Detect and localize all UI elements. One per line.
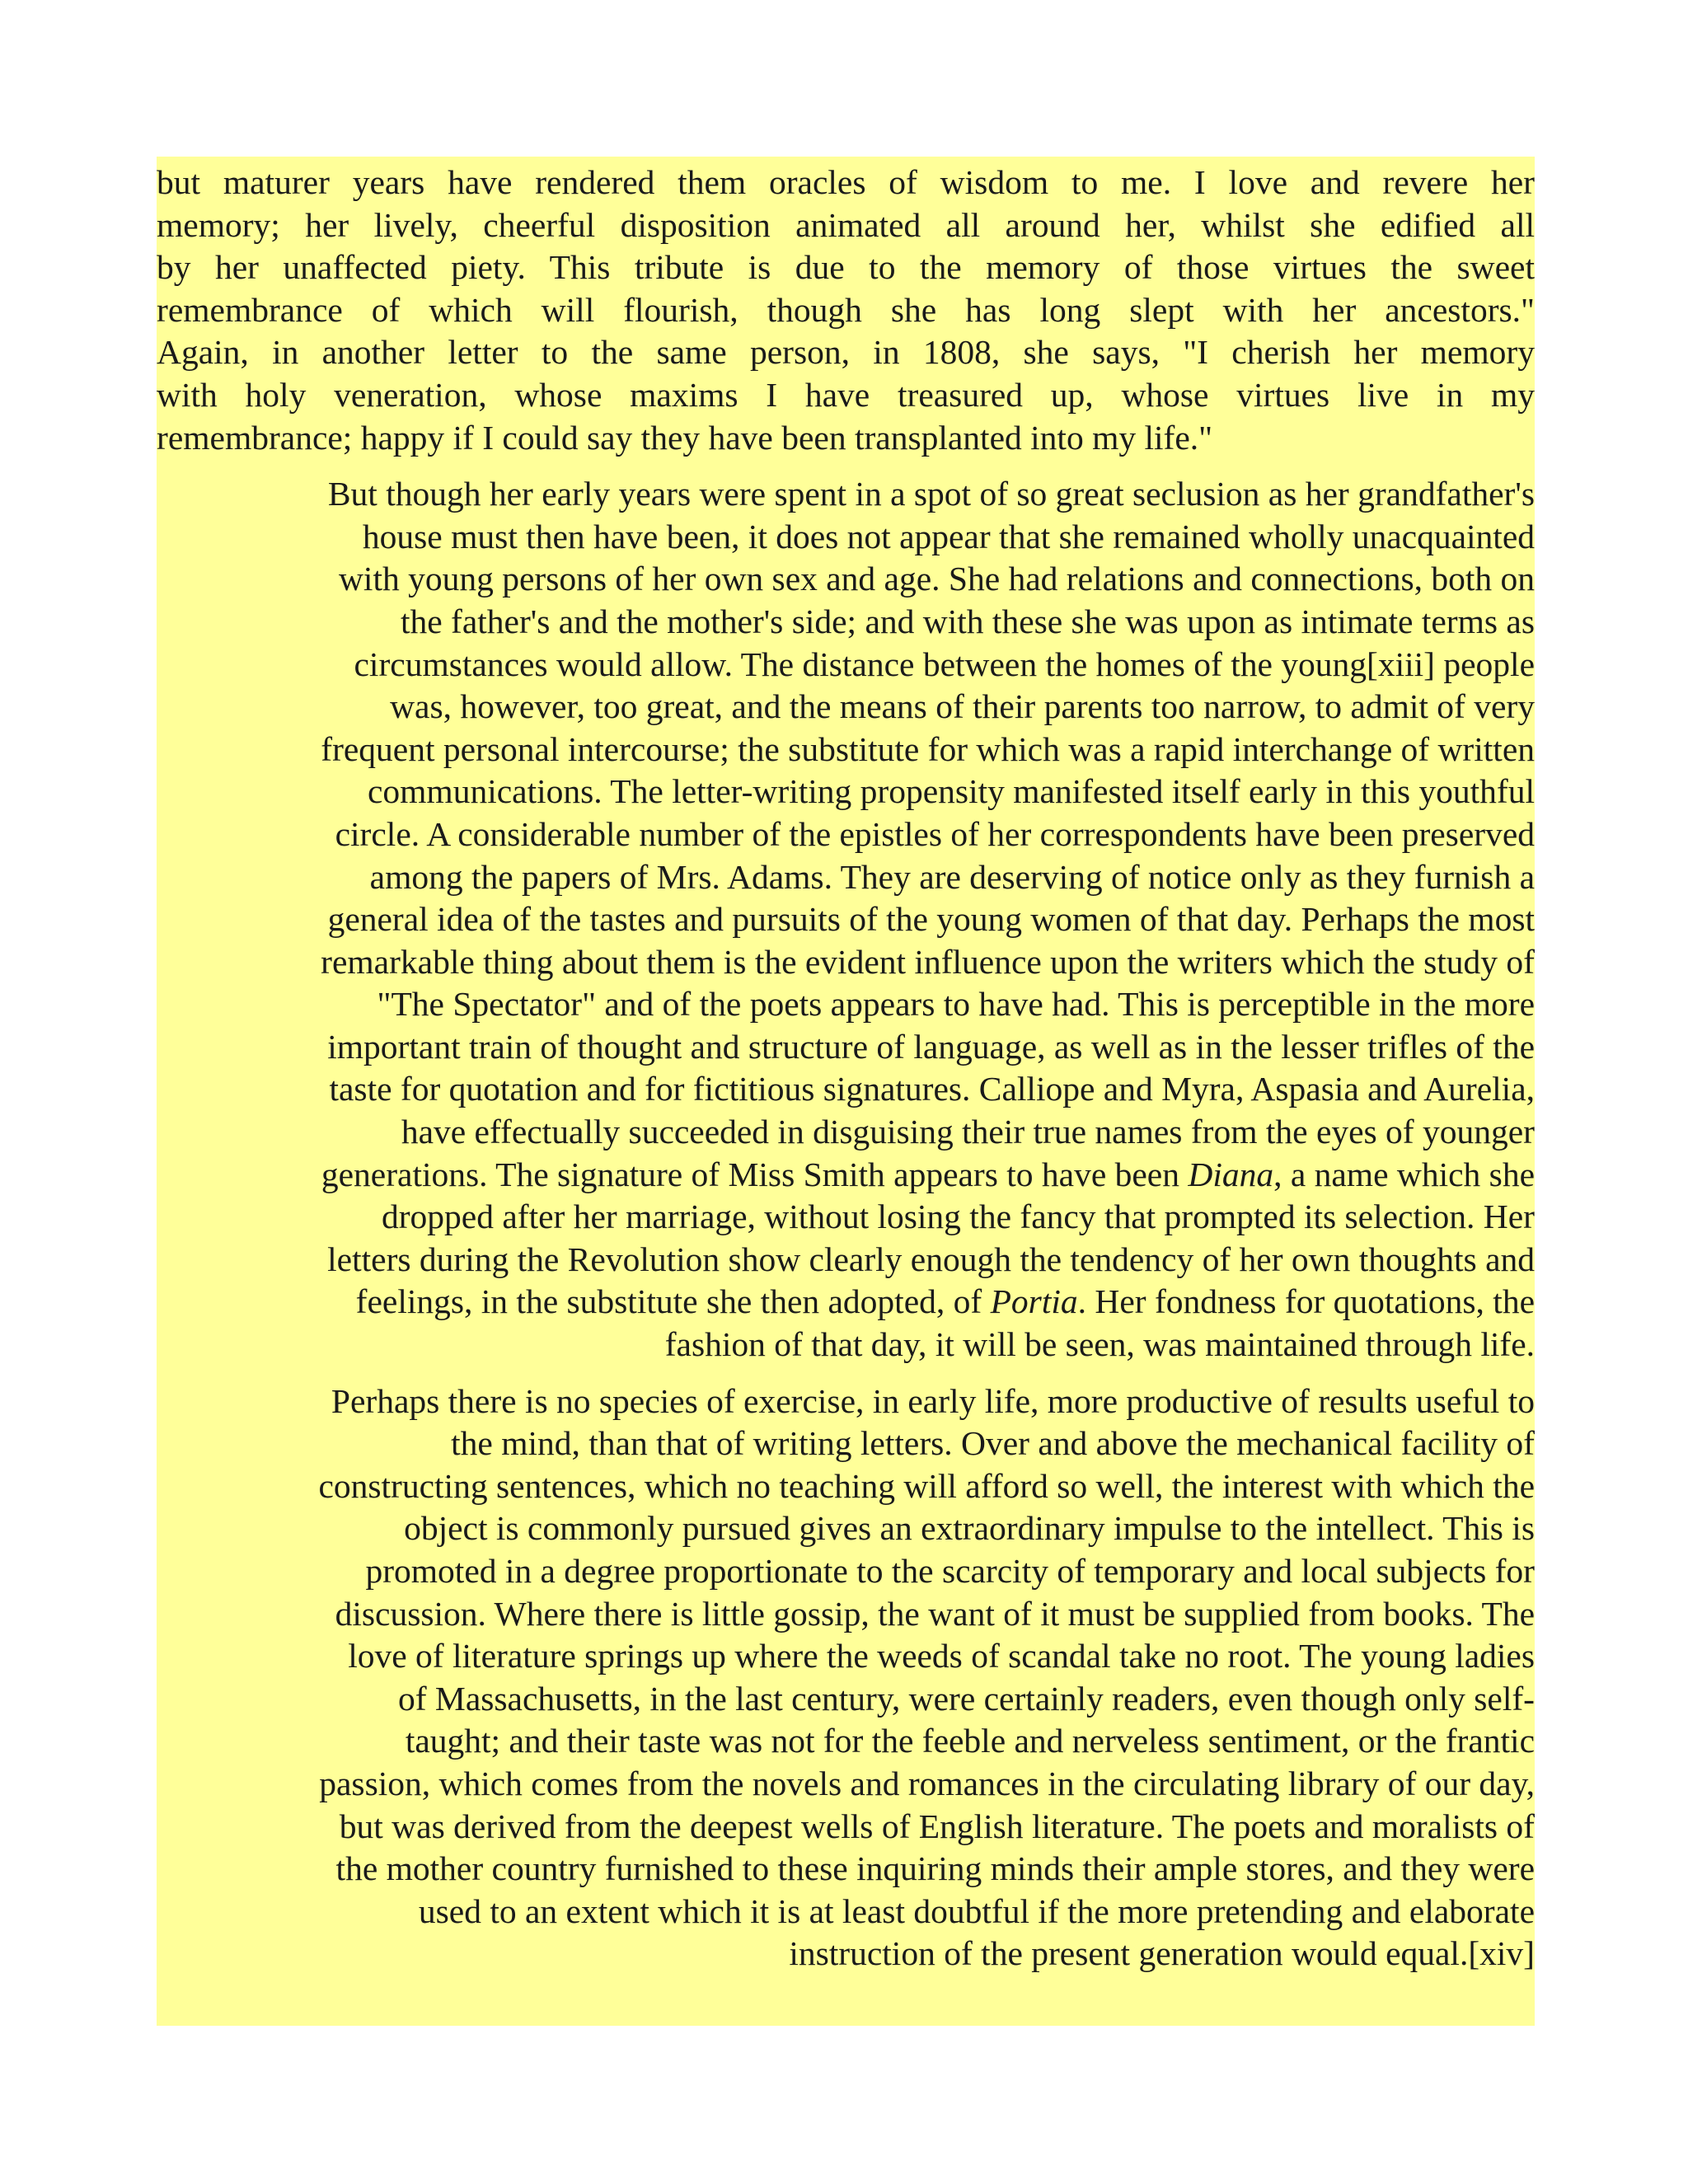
text-line: by her unaffected piety. This tribute is due to the memory of those virtues the sweet bbox=[157, 248, 1535, 287]
text-line: was, however, too great, and the means of their parents too narrow, to admit of very bbox=[390, 687, 1535, 726]
text-line: love of literature springs up where the weeds of scandal take no root. The young ladies bbox=[348, 1637, 1535, 1675]
text-line: promoted in a degree proportionate to the scarcity of temporary and local subjects for bbox=[365, 1552, 1535, 1590]
text-line bbox=[157, 1154, 1535, 1197]
text-line: with young persons of her own sex and age. She had relations and connections, both on bbox=[338, 560, 1535, 598]
text-line: discussion. Where there is little gossip, the want of it must be supplied from books. The bbox=[335, 1594, 1535, 1633]
text-line: frequent personal intercourse; the substitute for which was a rapid interchange of written bbox=[321, 729, 1535, 768]
text-line: remembrance of which will flourish, though she has long slept with her ancestors." bbox=[157, 290, 1535, 329]
text-line: general idea of the tastes and pursuits of the young women of that day. Perhaps the most bbox=[327, 900, 1535, 939]
italic-signature-portia: Portia bbox=[990, 1282, 1078, 1321]
text-line: communications. The letter-writing propensity manifested itself early in this youthful bbox=[367, 772, 1535, 811]
text-line: circle. A considerable number of the epistles of her correspondents have been preserved bbox=[335, 814, 1535, 853]
paragraph-gap bbox=[157, 1366, 1535, 1380]
text-line: of Massachusetts, in the last century, were certainly readers, even though only self- bbox=[397, 1679, 1535, 1718]
text-line: with holy veneration, whose maxims I have treasured up, whose virtues live in my bbox=[157, 375, 1535, 414]
text-line: among the papers of Mrs. Adams. They are deserving of notice only as they furnish a bbox=[369, 857, 1535, 896]
text-run: . Her fondness for quotations, the bbox=[1077, 1282, 1535, 1321]
text-line: constructing sentences, which no teaching will afford so well, the interest with which the bbox=[318, 1466, 1535, 1505]
text-line: remarkable thing about them is the evident influence upon the writers which the study of bbox=[321, 942, 1535, 981]
text-line: Perhaps there is no species of exercise, in early life, more productive of results useful to bbox=[331, 1381, 1535, 1420]
text-line: the father's and the mother's side; and with these she was upon as intimate terms as bbox=[400, 602, 1535, 640]
text-line: the mind, than that of writing letters. Over and above the mechanical facility of bbox=[451, 1424, 1535, 1463]
text-line: remembrance; happy if I could say they have been transplanted into my life." bbox=[157, 418, 1213, 457]
text-run: generations. The signature of Miss Smith appears to have been bbox=[321, 1155, 1189, 1193]
text-line: instruction of the present generation would equal.[xiv] bbox=[789, 1934, 1535, 1973]
text-line: Again, in another letter to the same person, in 1808, she says, "I cherish her memory bbox=[157, 333, 1535, 372]
paragraph-gap bbox=[157, 459, 1535, 473]
text-line: object is commonly pursued gives an extraordinary impulse to the intellect. This is bbox=[404, 1509, 1535, 1548]
text-run: , a name which she bbox=[1273, 1155, 1535, 1193]
text-line bbox=[157, 1281, 1535, 1324]
text-line: memory; her lively, cheerful disposition animated all around her, whilst she edified all bbox=[157, 205, 1535, 244]
text-line: important train of thought and structure of language, as well as in the lesser trifles of the bbox=[327, 1027, 1535, 1066]
text-line: circumstances would allow. The distance between the homes of the young[xiii] people bbox=[354, 644, 1535, 683]
text-line: the mother country furnished to these inquiring minds their ample stores, and they were bbox=[335, 1849, 1535, 1888]
text-line: but maturer years have rendered them oracles of wisdom to me. I love and revere her bbox=[157, 163, 1535, 201]
text-line: letters during the Revolution show clearly enough the tendency of her own thoughts and bbox=[327, 1240, 1535, 1278]
text-line: taste for quotation and for fictitious signatures. Calliope and Myra, Aspasia and Aurelia, bbox=[329, 1070, 1535, 1108]
text-line: house must then have been, it does not appear that she remained wholly unacquainted bbox=[362, 517, 1535, 555]
text-line: But though her early years were spent in a spot of so great seclusion as her grandfather's bbox=[327, 475, 1535, 513]
paragraph-1 bbox=[157, 157, 1535, 459]
paragraph-2 bbox=[157, 473, 1535, 1366]
highlighted-text-block bbox=[157, 157, 1535, 2026]
text-line: fashion of that day, it will be seen, was maintained through life. bbox=[664, 1325, 1535, 1364]
italic-signature-diana: Diana bbox=[1188, 1155, 1274, 1193]
text-line: used to an extent which it is at least doubtful if the more pretending and elaborate bbox=[418, 1891, 1535, 1930]
text-run: feelings, in the substitute she then adopted, of bbox=[355, 1282, 991, 1321]
text-line: but was derived from the deepest wells of English literature. The poets and moralists of bbox=[339, 1807, 1535, 1845]
text-line: dropped after her marriage, without losing the fancy that prompted its selection. Her bbox=[381, 1197, 1535, 1236]
text-line: "The Spectator" and of the poets appears to have had. This is perceptible in the more bbox=[377, 985, 1535, 1024]
text-line: have effectually succeeded in disguising their true names from the eyes of younger bbox=[401, 1113, 1535, 1151]
text-line: taught; and their taste was not for the feeble and nerveless sentiment, or the frantic bbox=[405, 1722, 1535, 1760]
paragraph-3 bbox=[157, 1380, 1535, 1975]
text-line: passion, which comes from the novels and romances in the circulating library of our day, bbox=[319, 1764, 1535, 1802]
